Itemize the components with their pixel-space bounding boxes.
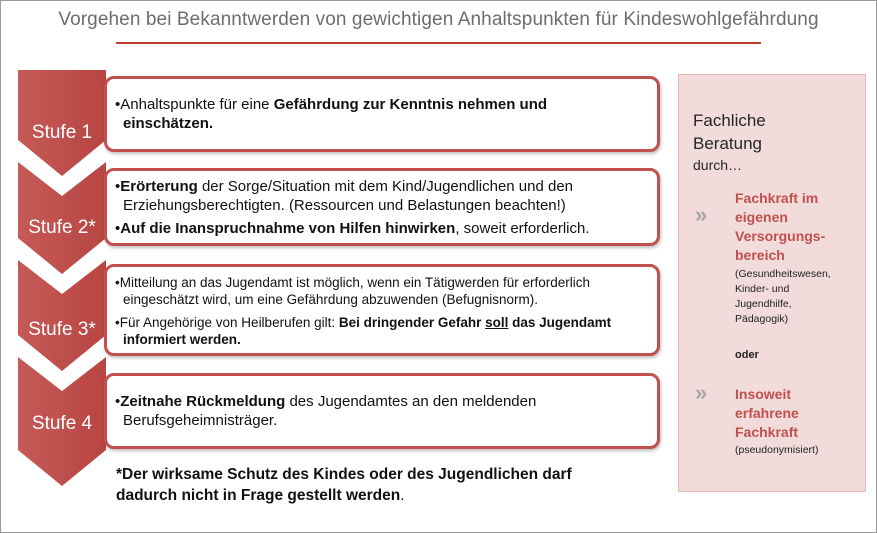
step-3-line-3: •Für Angehörige von Heilberufen gilt: Bei dringender Gefahr soll das Jugendamt bbox=[115, 315, 612, 330]
step-4-line-1: •Zeitnahe Rückmeldung des Jugendamtes an den meldenden bbox=[115, 393, 537, 410]
step-2-line-1: •Erörterung der Sorge/Situation mit dem Kind/Jugendlichen und den bbox=[115, 178, 574, 195]
step-3-line-2: eingeschätzt wird, um eine Gefährdung abzuwenden (Befugnisnorm). bbox=[123, 292, 538, 307]
stufe-1-label: Stufe 1 bbox=[31, 122, 93, 143]
footnote-line-2: dadurch nicht in Frage gestellt werden. bbox=[116, 487, 405, 504]
step-2-line-2: Erziehungsberechtigten. (Ressourcen und Belastungen beachten!) bbox=[123, 197, 566, 214]
step-1-line-2: einschätzen. bbox=[123, 115, 214, 132]
panel-title: Fachliche Beratung bbox=[693, 111, 766, 153]
footnote bbox=[116, 464, 676, 506]
step-3-line-4: informiert werden. bbox=[123, 332, 241, 347]
step-4-box bbox=[104, 373, 660, 449]
step-2-box bbox=[104, 168, 660, 246]
arrow-stufe-3 bbox=[18, 260, 106, 371]
option-2-detail: (pseudonymisiert) bbox=[735, 444, 819, 456]
panel-oder: oder bbox=[735, 349, 759, 361]
step-3-line-1: •Mitteilung an das Jugendamt ist möglich, wenn ein Tätigwerden für erforderlich bbox=[115, 275, 590, 290]
step-3-box bbox=[104, 264, 660, 356]
stufe-3-label: Stufe 3* bbox=[28, 319, 96, 340]
step-1-line-1: •Anhaltspunkte für eine Gefährdung zur Kenntnis nehmen und bbox=[115, 96, 548, 113]
chevron-right-icon: » bbox=[695, 380, 708, 405]
step-2-line-3: •Auf die Inanspruchnahme von Hilfen hinwirken, soweit erforderlich. bbox=[115, 220, 590, 237]
advice-panel bbox=[678, 74, 866, 492]
option-1-title: Fachkraft im eigenen Versorgungs- bereich bbox=[735, 190, 826, 263]
diagram-title: Vorgehen bei Bekanntwerden von gewichtigen Anhaltspunkten für Kindeswohlgefährdung bbox=[58, 9, 819, 30]
step-1-box bbox=[104, 76, 660, 152]
panel-durch: durch… bbox=[693, 157, 743, 173]
stufe-4-label: Stufe 4 bbox=[31, 413, 93, 434]
step-4-line-2: Berufsgeheimnisträger. bbox=[123, 412, 278, 429]
option-2-title: Insoweit erfahrene Fachkraft bbox=[735, 386, 799, 440]
stufe-2-label: Stufe 2* bbox=[28, 217, 96, 238]
chevron-right-icon: » bbox=[695, 202, 708, 227]
option-1-detail: (Gesundheitswesen, Kinder- und Jugendhilfe, Pädagogik) bbox=[735, 268, 831, 325]
footnote-line-1: *Der wirksame Schutz des Kindes oder des Jugendlichen darf bbox=[116, 466, 572, 483]
